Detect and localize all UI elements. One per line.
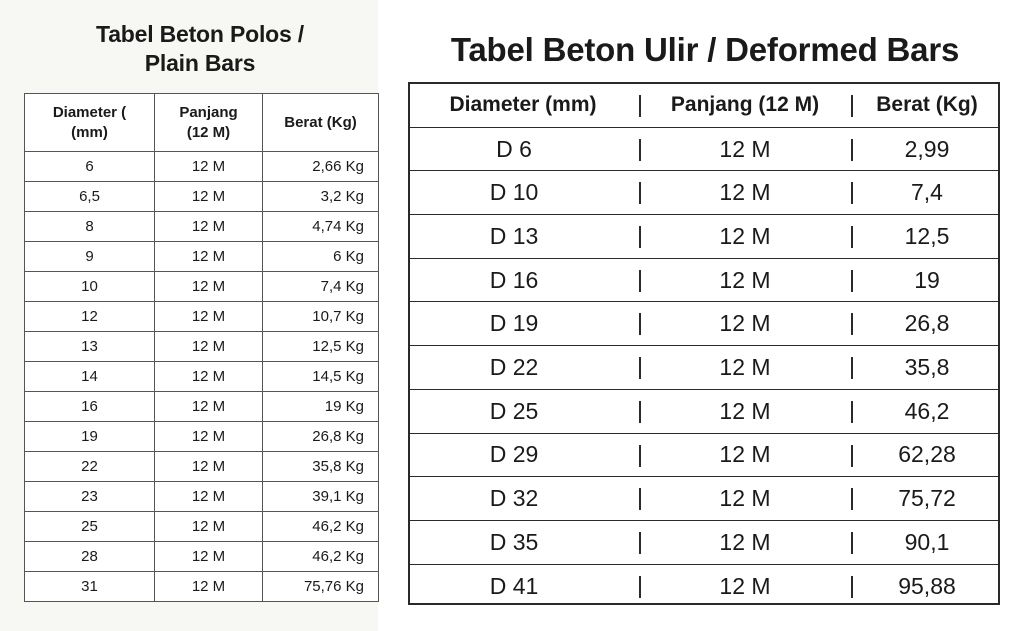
deformed-bars-title: Tabel Beton Ulir / Deformed Bars — [450, 31, 960, 68]
plain-bars-table — [24, 93, 379, 602]
plain-cell-berat: 3,2 Kg — [263, 182, 379, 212]
table-row — [25, 542, 379, 572]
deformed-cell-diameter: D 19 — [489, 310, 539, 337]
table-row — [410, 259, 998, 303]
plain-header-panjang-line1: Panjang — [179, 103, 238, 121]
deformed-cell-panjang: 12 M — [719, 135, 771, 162]
table-row — [410, 565, 998, 609]
deformed-cell-berat: 7,4 — [911, 179, 943, 206]
plain-bars-header-row — [25, 94, 379, 152]
table-row — [25, 212, 379, 242]
deformed-cell-berat: 35,8 — [904, 353, 950, 380]
table-row — [25, 452, 379, 482]
plain-header-diameter-line2: (mm) — [71, 123, 108, 141]
plain-cell-panjang: 12 M — [155, 242, 263, 272]
deformed-cell-diameter: D 41 — [489, 572, 539, 599]
plain-cell-panjang: 12 M — [155, 482, 263, 512]
table-row — [25, 572, 379, 602]
deformed-cell-panjang: 12 M — [719, 441, 771, 468]
column-separator — [851, 313, 853, 335]
deformed-cell-diameter: D 6 — [496, 135, 532, 162]
table-row — [25, 272, 379, 302]
deformed-cell-panjang: 12 M — [719, 266, 771, 293]
plain-cell-panjang: 12 M — [155, 272, 263, 302]
plain-cell-diameter: 6 — [25, 152, 155, 182]
plain-cell-panjang: 12 M — [155, 212, 263, 242]
plain-cell-berat: 6 Kg — [263, 242, 379, 272]
plain-cell-diameter: 14 — [25, 362, 155, 392]
deformed-cell-panjang: 12 M — [719, 310, 771, 337]
plain-cell-diameter: 31 — [25, 572, 155, 602]
plain-cell-diameter: 12 — [25, 302, 155, 332]
deformed-cell-berat: 75,72 — [898, 485, 956, 512]
plain-cell-panjang: 12 M — [155, 302, 263, 332]
plain-cell-berat: 4,74 Kg — [263, 212, 379, 242]
table-row — [25, 392, 379, 422]
table-row — [25, 152, 379, 182]
plain-cell-panjang: 12 M — [155, 182, 263, 212]
plain-cell-panjang: 12 M — [155, 392, 263, 422]
plain-cell-berat: 26,8 Kg — [263, 422, 379, 452]
plain-cell-diameter: 16 — [25, 392, 155, 422]
plain-cell-diameter: 13 — [25, 332, 155, 362]
deformed-cell-panjang: 12 M — [719, 485, 771, 512]
column-separator — [851, 576, 853, 598]
plain-cell-panjang: 12 M — [155, 542, 263, 572]
column-separator — [851, 182, 853, 204]
deformed-cell-berat: 26,8 — [904, 310, 950, 337]
deformed-cell-diameter: D 25 — [489, 397, 539, 424]
plain-cell-panjang: 12 M — [155, 422, 263, 452]
deformed-cell-diameter: D 16 — [489, 266, 539, 293]
table-row — [25, 362, 379, 392]
column-separator — [851, 139, 853, 161]
plain-cell-berat: 19 Kg — [263, 392, 379, 422]
plain-cell-berat: 12,5 Kg — [263, 332, 379, 362]
plain-cell-panjang: 12 M — [155, 452, 263, 482]
deformed-cell-berat: 19 — [914, 266, 940, 293]
plain-cell-berat: 10,7 Kg — [263, 302, 379, 332]
column-separator — [851, 270, 853, 292]
deformed-cell-diameter: D 22 — [489, 353, 539, 380]
deformed-cell-berat: 2,99 — [904, 135, 950, 162]
deformed-cell-diameter: D 35 — [489, 528, 539, 555]
plain-header-panjang — [155, 94, 263, 152]
deformed-header-diameter: Diameter (mm) — [449, 93, 597, 117]
deformed-cell-panjang: 12 M — [719, 222, 771, 249]
column-separator — [851, 488, 853, 510]
deformed-cell-panjang: 12 M — [719, 528, 771, 555]
table-row — [25, 422, 379, 452]
column-separator — [851, 226, 853, 248]
deformed-cell-diameter: D 29 — [489, 441, 539, 468]
deformed-cell-berat: 90,1 — [904, 528, 950, 555]
plain-cell-panjang: 12 M — [155, 572, 263, 602]
table-row — [25, 332, 379, 362]
plain-header-diameter-line1: Diameter ( — [52, 103, 127, 121]
deformed-cell-berat: 95,88 — [898, 572, 956, 599]
deformed-cell-panjang: 12 M — [719, 353, 771, 380]
plain-cell-diameter: 19 — [25, 422, 155, 452]
deformed-cell-panjang: 12 M — [719, 397, 771, 424]
table-row — [410, 215, 998, 259]
deformed-header-panjang: Panjang (12 M) — [670, 93, 820, 117]
table-row — [410, 346, 998, 390]
plain-bars-title-line1: Tabel Beton Polos / — [96, 21, 304, 47]
plain-cell-berat: 75,76 Kg — [263, 572, 379, 602]
deformed-bars-table — [408, 82, 1000, 605]
plain-bars-body — [25, 152, 379, 602]
table-row — [410, 521, 998, 565]
plain-cell-diameter: 22 — [25, 452, 155, 482]
plain-cell-diameter: 25 — [25, 512, 155, 542]
table-row — [25, 182, 379, 212]
plain-cell-diameter: 28 — [25, 542, 155, 572]
plain-cell-berat: 7,4 Kg — [263, 272, 379, 302]
column-separator — [851, 357, 853, 379]
deformed-cell-diameter: D 13 — [489, 222, 539, 249]
plain-cell-diameter: 9 — [25, 242, 155, 272]
table-row — [410, 171, 998, 215]
table-row — [25, 482, 379, 512]
plain-cell-panjang: 12 M — [155, 152, 263, 182]
deformed-cell-panjang: 12 M — [719, 179, 771, 206]
plain-cell-panjang: 12 M — [155, 512, 263, 542]
plain-cell-berat: 2,66 Kg — [263, 152, 379, 182]
plain-cell-diameter: 23 — [25, 482, 155, 512]
plain-cell-panjang: 12 M — [155, 362, 263, 392]
table-row — [25, 512, 379, 542]
plain-header-berat — [263, 94, 379, 152]
plain-cell-berat: 35,8 Kg — [263, 452, 379, 482]
plain-cell-diameter: 10 — [25, 272, 155, 302]
deformed-cell-panjang: 12 M — [719, 572, 771, 599]
deformed-header-berat: Berat (Kg) — [876, 93, 978, 117]
deformed-cell-berat: 12,5 — [904, 222, 950, 249]
table-row — [410, 477, 998, 521]
plain-header-panjang-line2: (12 M) — [186, 123, 231, 141]
deformed-cell-diameter: D 10 — [489, 179, 539, 206]
table-row — [410, 390, 998, 434]
plain-cell-berat: 14,5 Kg — [263, 362, 379, 392]
plain-cell-berat: 39,1 Kg — [263, 482, 379, 512]
plain-cell-diameter: 6,5 — [25, 182, 155, 212]
table-row — [410, 434, 998, 478]
table-row — [25, 242, 379, 272]
table-row — [25, 302, 379, 332]
plain-cell-diameter: 8 — [25, 212, 155, 242]
column-separator — [851, 445, 853, 467]
plain-cell-panjang: 12 M — [155, 332, 263, 362]
plain-header-diameter — [25, 94, 155, 152]
plain-header-berat-line1: Berat (Kg) — [284, 113, 357, 131]
column-separator — [851, 401, 853, 423]
column-separator — [851, 532, 853, 554]
plain-bars-title-line2: Plain Bars — [144, 50, 256, 76]
deformed-cell-berat: 62,28 — [898, 441, 956, 468]
table-row — [410, 302, 998, 346]
deformed-cell-berat: 46,2 — [904, 397, 950, 424]
plain-cell-berat: 46,2 Kg — [263, 512, 379, 542]
table-row — [410, 128, 998, 172]
deformed-bars-header-row — [410, 84, 998, 128]
plain-bars-title — [24, 20, 376, 78]
deformed-cell-diameter: D 32 — [489, 485, 539, 512]
plain-cell-berat: 46,2 Kg — [263, 542, 379, 572]
column-separator — [851, 95, 853, 117]
